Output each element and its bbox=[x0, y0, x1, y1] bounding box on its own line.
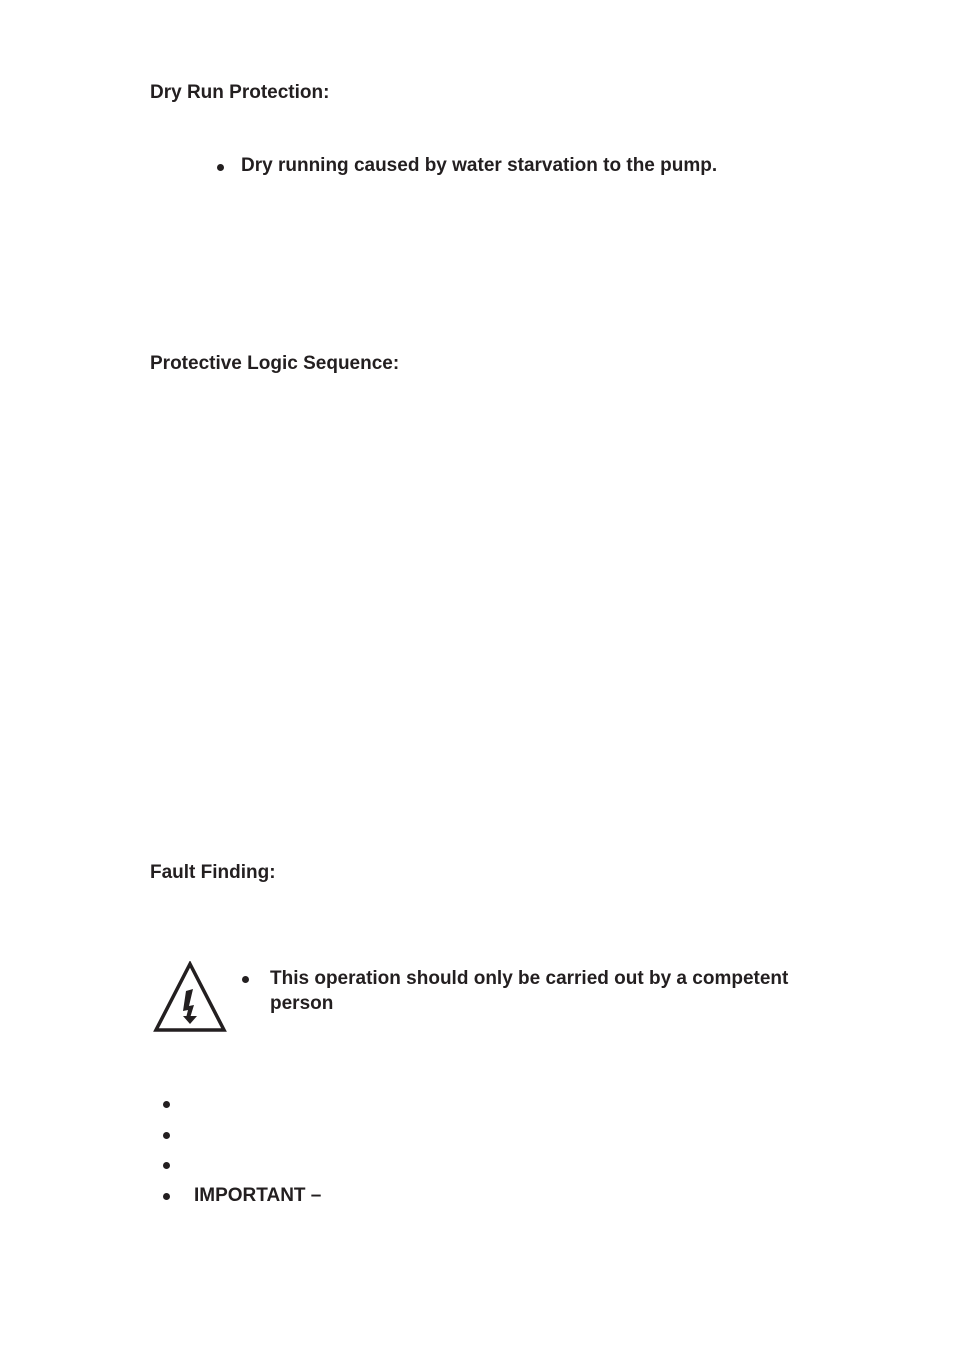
fault-finding-heading: Fault Finding: bbox=[150, 862, 276, 883]
dry-run-bullet-text: Dry running caused by water starvation to the pump. bbox=[241, 155, 718, 176]
electrical-hazard-icon bbox=[153, 961, 227, 1033]
bullet-icon bbox=[242, 976, 249, 983]
important-label: IMPORTANT – bbox=[194, 1185, 322, 1206]
warning-text: This operation should only be carried out by a competent person bbox=[270, 968, 789, 1014]
bullet-icon bbox=[163, 1193, 170, 1200]
dry-run-heading: Dry Run Protection: bbox=[150, 82, 330, 103]
bullet-icon bbox=[163, 1132, 170, 1139]
protective-logic-heading: Protective Logic Sequence: bbox=[150, 353, 400, 374]
bullet-icon bbox=[217, 164, 224, 171]
bullet-icon bbox=[163, 1101, 170, 1108]
bullet-icon bbox=[163, 1162, 170, 1169]
